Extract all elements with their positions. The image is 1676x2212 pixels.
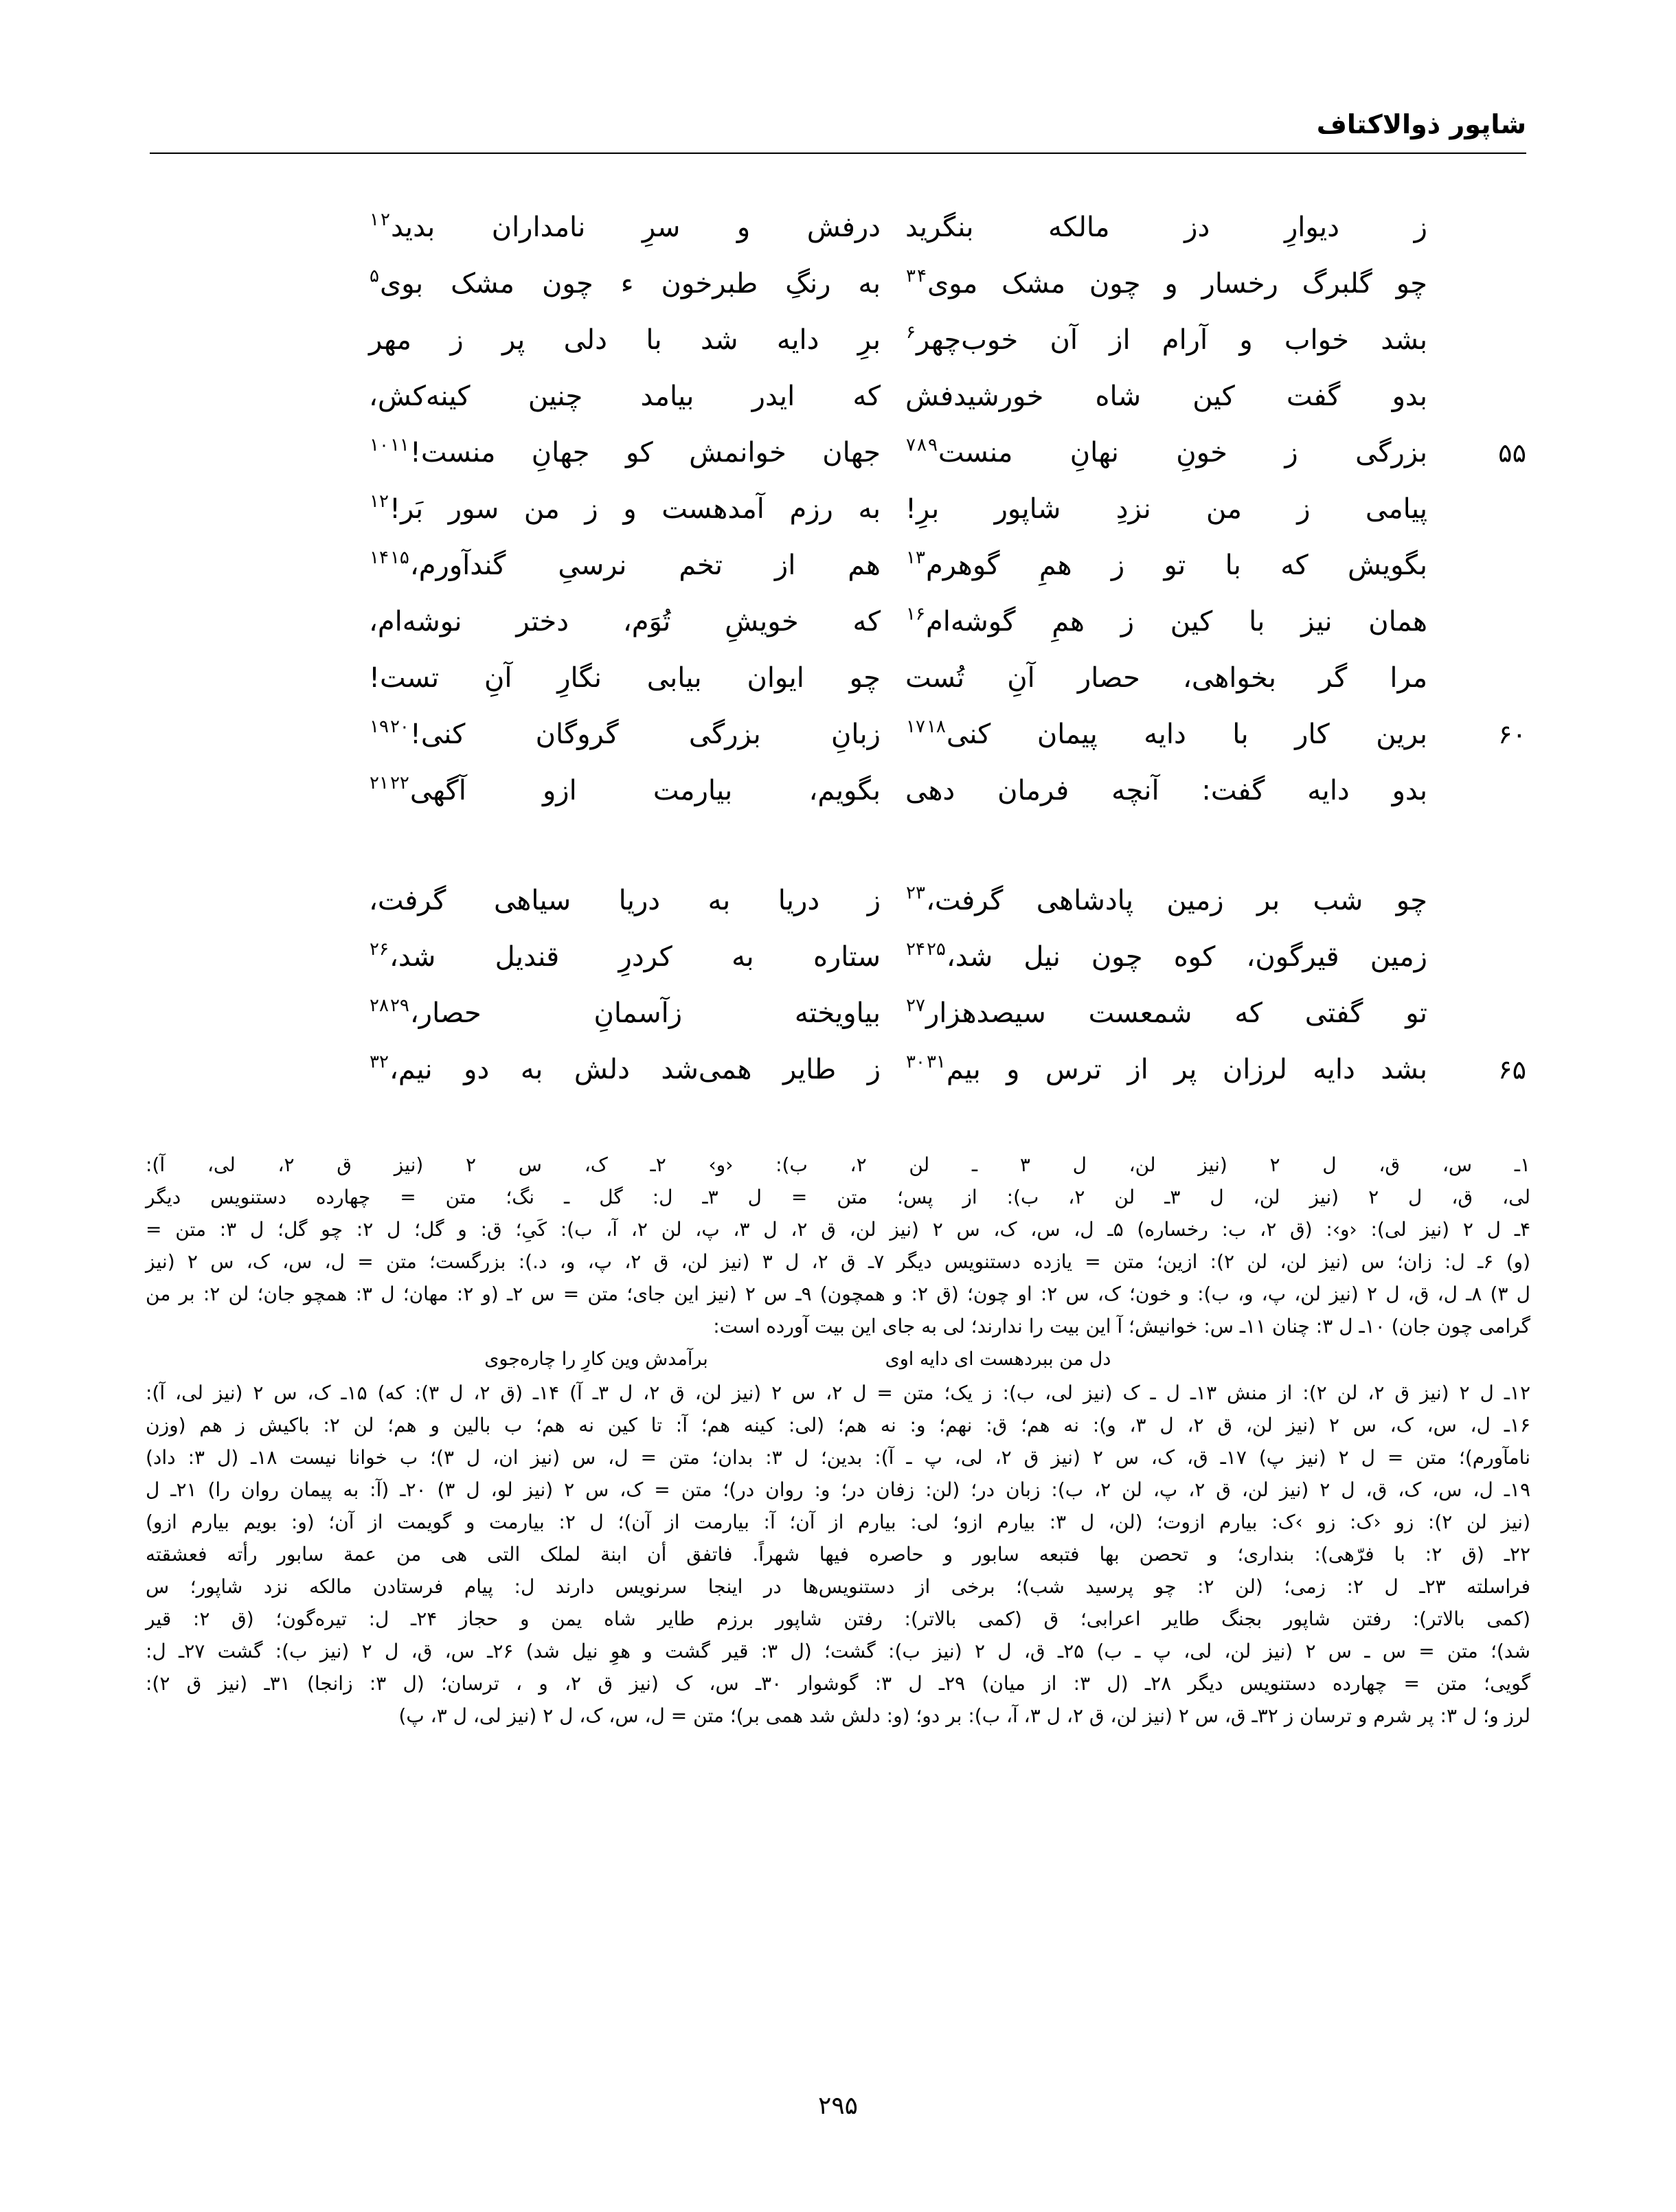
footnote-marker[interactable]: ۱۲	[370, 490, 389, 512]
hemistich-second: ستاره به کردرِ قندیل شد،$^{۲۶}$	[370, 938, 881, 973]
footnote-marker[interactable]: ۲۷	[906, 995, 925, 1016]
footnote-marker[interactable]: ۲۲	[389, 772, 409, 793]
verse-line	[150, 256, 1526, 312]
footnote-marker[interactable]: ۲۸	[370, 995, 389, 1016]
footnote-line: ل ۳) ۸ـ ل، ق، ل ۲ (نیز لن، پ، و، ب): و خون؛ ک، س ۲: او چون؛ (ق ۲: و همچون) ۹ـ س ۲ (نیز این جای؛ متن = س ۲ـ (و ۲: مهان؛ ل ۳: همچو جان؛ لن ۲: بر من	[146, 1283, 1530, 1305]
hemistich-first: برین کار با دایه پیمان کنی$^{۱۷۱۸}$	[906, 716, 1427, 750]
hemistich-second: زبانِ بزرگی گروگان کنی!$^{۱۹۲۰}$	[370, 716, 881, 750]
footnote-line: ۴ـ ل ۲ (نیز لی): ‹و›: (ق ۲، ب: رخساره) ۵ـ ل، س، ک، س ۲ (نیز لن، ق ۲، ل ۳، پ، لن ۲، آ، ب): کَیِ؛ ق: و گل؛ ل ۲: چو گل؛ ل ۳: متن =	[146, 1218, 1530, 1241]
footnote-line: ۱۶ـ ل، س، ک، س ۲ (نیز لن، ق ۲، ل ۳، و): نه هم؛ ق: نهم؛ و: نه هم؛ (لی: کینه هم؛ آ: تا کین نه هم؛ ب بالین و هم؛ لن ۲: باکیش ز هم (وزن	[146, 1414, 1530, 1436]
hemistich-second: چو ایوان بیابی نگارِ آنِ تست!	[369, 662, 881, 694]
footnote-marker[interactable]: ۱۵	[389, 547, 409, 568]
verse-block	[150, 199, 1526, 819]
footnote-marker[interactable]: ۱۹	[370, 716, 389, 737]
verse-block	[150, 872, 1526, 1098]
footnote-marker[interactable]: ۶	[906, 321, 916, 343]
footnote-line: لی، ق، ل ۲ (نیز لن، ل ۳ـ لن ۲، ب): از پس؛ متن = ل ۳ـ ل: گل ـ نگ؛ متن = چهارده دستنویس دیگر	[146, 1186, 1530, 1208]
hemistich-second: که خویشِ تُوَم، دختر نوشه‌ام،	[369, 606, 881, 637]
footnote-marker[interactable]: ۱۶	[906, 603, 925, 624]
footnote-marker[interactable]: ۳	[906, 265, 916, 286]
hemistich-first: ز دیوارِ دز مالکه بنگرید	[905, 212, 1427, 243]
running-head-title: شاپور ذوالاکتاف	[1316, 109, 1526, 139]
footnote-marker[interactable]: ۲۶	[370, 938, 389, 960]
hemistich-second: جهان خوانمش کو جهانِ منست!$^{۱۰۱۱}$	[370, 434, 881, 469]
verse-line	[150, 425, 1526, 481]
footnote-marker[interactable]: ۲۴	[906, 938, 925, 960]
footnote-line: (کمی بالاتر): رفتن شاپور بجنگ طایر اعرابی؛ ق (کمی بالاتر): رفتن شاپور برزم طایر شاه یمن و حجاز ۲۴ـ ل: تیره‌گون؛ (ق ۲: قیر	[146, 1607, 1530, 1630]
footnote-apparatus	[146, 1149, 1530, 1732]
footnote-inset-hemistich-first: دل من ببردهست ای دایه اوی	[885, 1348, 1111, 1370]
hemistich-first: بزرگی ز خونِ نهانِ منست$^{۷۸۹}$	[906, 434, 1428, 469]
verse-line	[150, 929, 1526, 985]
footnote-marker[interactable]: ۲۳	[906, 882, 925, 903]
footnote-line: گرامی چون جان) ۱۰ـ ل ۳: چنان ۱۱ـ س: خوانیش؛ آ این بیت را ندارند؛ لی به جای این بیت آورده است:	[713, 1315, 1530, 1338]
verse-line	[150, 594, 1526, 650]
footnote-marker[interactable]: ۲۱	[370, 772, 389, 793]
footnote-inset-verse	[146, 1342, 1530, 1377]
verse-line	[150, 199, 1526, 256]
verse-line-number: ۵۵	[1498, 438, 1526, 468]
footnote-marker[interactable]: ۲۵	[926, 938, 946, 960]
hemistich-second: بگویم، بیارمت ازو آگهی$^{۲۱۲۲}$	[370, 772, 881, 806]
hemistich-second: به رنگِ طبرخون ء چون مشک بوی$^۵$	[370, 265, 881, 300]
hemistich-second: به رزم آمدهست و ز من سور بَر!$^{۱۲}$	[370, 490, 881, 525]
footnote-marker[interactable]: ۴	[916, 265, 927, 286]
verse-line	[150, 537, 1526, 594]
hemistich-first: مرا گر بخواهی، حصار آنِ تُست	[905, 662, 1428, 694]
footnote-marker[interactable]: ۱۸	[926, 716, 946, 737]
footnote-marker[interactable]: ۲۰	[389, 716, 409, 737]
hemistich-second: درفش و سرِ نامداران بدید$^{۱۲}$	[370, 209, 881, 243]
hemistich-first: بشد دایه لرزان پر از ترس و بیم$^{۳۰۳۱}$	[906, 1051, 1428, 1085]
verse-line	[150, 650, 1526, 706]
footnote-marker[interactable]: ۱۷	[906, 716, 925, 737]
footnote-line: ۱۲ـ ل ۲ (نیز ق ۲، لن ۲): از منش ۱۳ـ ل ـ ک (نیز لی، ب): ز یک؛ متن = ل ۲، س ۲ (نیز لن، ق ۲، ل ۳ـ آ) ۱۴ـ (ق ۲، ل ۳): که) ۱۵ـ ک، س ۲ (نیز لی، آ):	[146, 1381, 1530, 1404]
footnote-marker[interactable]: ۲	[380, 209, 390, 230]
verse-line	[150, 706, 1526, 763]
header-divider-rule	[150, 153, 1526, 154]
footnote-line: ۱ـ س، ق، ل ۲ (نیز لن، ل ۳ ـ لن ۲، ب): ‹و› ۲ـ ک، س ۲ (نیز ق ۲، لی، آ):	[146, 1153, 1531, 1176]
hemistich-second: که ایدر بیامد چنین کینه‌کش،	[369, 381, 881, 412]
footnote-marker[interactable]: ۱۳	[906, 547, 925, 568]
hemistich-first: چو شب بر زمین پادشاهی گرفت،$^{۲۳}$	[906, 882, 1428, 916]
footnote-line: نامآورم)؛ متن = ل ۲ (نیز پ) ۱۷ـ ق، ک، س ۲ (نیز ق ۲، لی، پ ـ آ): بدین؛ ل ۳: بدان؛ متن = ل، س (نیز ان، ل ۳)؛ ب خوانا نیست ۱۸ـ (ل ۳: داد)	[146, 1446, 1530, 1469]
verse-line-number: ۶۵	[1498, 1054, 1526, 1085]
footnote-marker[interactable]: ۷	[906, 434, 916, 455]
hemistich-first: تو گفتی که شمعست سیصدهزار$^{۲۷}$	[906, 995, 1428, 1029]
footnote-line: شد)؛ متن = س ـ س ۲ (نیز لن، لی، پ ـ ب) ۲۵ـ ق، ل ۲ (نیز ب): گشت؛ (ل ۳: قیر گشت و هوِ نیل شد) ۲۶ـ س، ق، ل ۲ (نیز ب): گشت ۲۷ـ ل:	[146, 1640, 1530, 1662]
verse-line	[150, 985, 1526, 1041]
hemistich-first: بدو دایه گفت: آنچه فرمان دهی	[905, 775, 1428, 806]
hemistich-first: بگویش که با تو ز همِ گوهرم$^{۱۳}$	[906, 547, 1428, 581]
hemistich-first: بدو گفت کین شاه خورشیدفش	[905, 381, 1428, 412]
verse-line	[150, 481, 1526, 537]
hemistich-second: بیاویخته زآسمانِ حصار،$^{۲۸۲۹}$	[370, 995, 881, 1029]
footnote-marker[interactable]: ۳۱	[926, 1051, 946, 1072]
hemistich-first: چو گلبرگ رخسار و چون مشک موی$^{۳۴}$	[906, 265, 1427, 300]
footnote-line: (و) ۶ـ ل: زان؛ س (نیز لن، لن ۲): ازین؛ متن = یازده دستنویس دیگر ۷ـ ق ۲، ل ۳ (نیز لن، ق ۲، پ، و، د.): بزرگست؛ متن = ل، س، ک، س ۲ (نیز	[146, 1250, 1530, 1273]
footnote-marker[interactable]: ۵	[370, 265, 379, 286]
footnote-marker[interactable]: ۹	[927, 434, 938, 455]
footnote-line: گویی؛ متن = چهارده دستنویس دیگر ۲۸ـ (ل ۳: از میان) ۲۹ـ ل ۳: گوشوار ۳۰ـ س، ک (نیز ق ۲، و ، ترسان؛ (ل ۳: زانجا) ۳۱ـ (نیز ق ۲):	[146, 1672, 1530, 1695]
footnote-line: ۲۲ـ (ق ۲: با فرّهی): بنداری؛ و تحصن بها فتبعه سابور و حاصره فیها شهراً. فاتفق أن ابنة لملک التی هی من عمة سابور رأته فعشقته	[146, 1543, 1530, 1566]
verse-line	[150, 1041, 1526, 1098]
hemistich-second: ز طایر همی‌شد دلش به دو نیم،$^{۳۲}$	[370, 1051, 881, 1085]
hemistich-second: ز دریا به دریا سیاهی گرفت،	[369, 885, 881, 916]
footnote-line: لرز و؛ ل ۳: پر شرم و ترسان ز ۳۲ـ ق، س ۲ (نیز لن، ق ۲، ل ۳، آ، ب): بر دو؛ (و: دلش شد همی بر)؛ متن = ل، س، ک، ل ۲ (نیز لی، ل ۳، پ)	[398, 1704, 1530, 1727]
footnote-line: ۱۹ـ ل، س، ک، ق، ل ۲ (نیز لن، ق ۲، پ، لن ۲، ب): زبان در؛ (لن: زفان در؛ و: روان در)؛ متن = ک، س ۲ (نیز لو، ل ۳) ۲۰ـ (آ: به پیمان روان را) ۲۱ـ ل	[146, 1478, 1531, 1501]
verse-line-number: ۶۰	[1498, 719, 1526, 749]
verse-line	[150, 368, 1526, 425]
footnote-line: فراسلته ۲۳ـ ل ۲: زمی؛ (لن ۲: چو پرسید شب)؛ برخی از دستنویس‌ها در اینجا سرنویس دارند ل: پیام فرستادن مالکه نزد شاپور؛ س	[146, 1575, 1530, 1598]
hemistich-first: زمین قیرگون، کوه چون نیل شد،$^{۲۴۲۵}$	[906, 938, 1427, 973]
footnote-marker[interactable]: ۱۱	[389, 434, 409, 455]
verse-line	[150, 763, 1526, 819]
footnote-marker[interactable]: ۱۴	[370, 547, 389, 568]
footnote-marker[interactable]: ۳۲	[370, 1051, 389, 1072]
footnote-marker[interactable]: ۱۰	[370, 434, 389, 455]
hemistich-second: هم از تخم نرسیِ گندآورم،$^{۱۴۱۵}$	[370, 547, 881, 581]
hemistich-second: برِ دایه شد با دلی پر ز مهر	[369, 324, 881, 356]
footnote-line: (نیز لن ۲): زو ‹ک: زو ›ک: بیارم ازوت؛ (لن، ل ۳: بیارم ازو؛ لی: بیارم از آن؛ آ: بیارمت از آن)؛ ل ۲: بیارمت و گویمت از آن؛ (و: بویم بیارم ازو)	[146, 1511, 1530, 1533]
hemistich-first: همان نیز با کین ز همِ گوشه‌ام$^{۱۶}$	[906, 603, 1427, 637]
footnote-marker[interactable]: ۲۹	[389, 995, 409, 1016]
verse-line	[150, 312, 1526, 368]
footnote-marker[interactable]: ۱	[370, 209, 379, 230]
verse-line	[150, 872, 1526, 929]
footnote-marker[interactable]: ۸	[916, 434, 927, 455]
hemistich-first: بشد خواب و آرام از آن خوب‌چهر$^۶$	[906, 321, 1428, 356]
footnote-marker[interactable]: ۳۰	[906, 1051, 925, 1072]
running-head	[150, 111, 1526, 162]
hemistich-first: پیامی ز من نزدِ شاپور برِ!	[905, 493, 1428, 525]
footnote-inset-hemistich-second: برآمدش وین کارِ را چاره‌جوی	[484, 1348, 708, 1370]
folio-number: ۲۹۵	[817, 2092, 858, 2120]
